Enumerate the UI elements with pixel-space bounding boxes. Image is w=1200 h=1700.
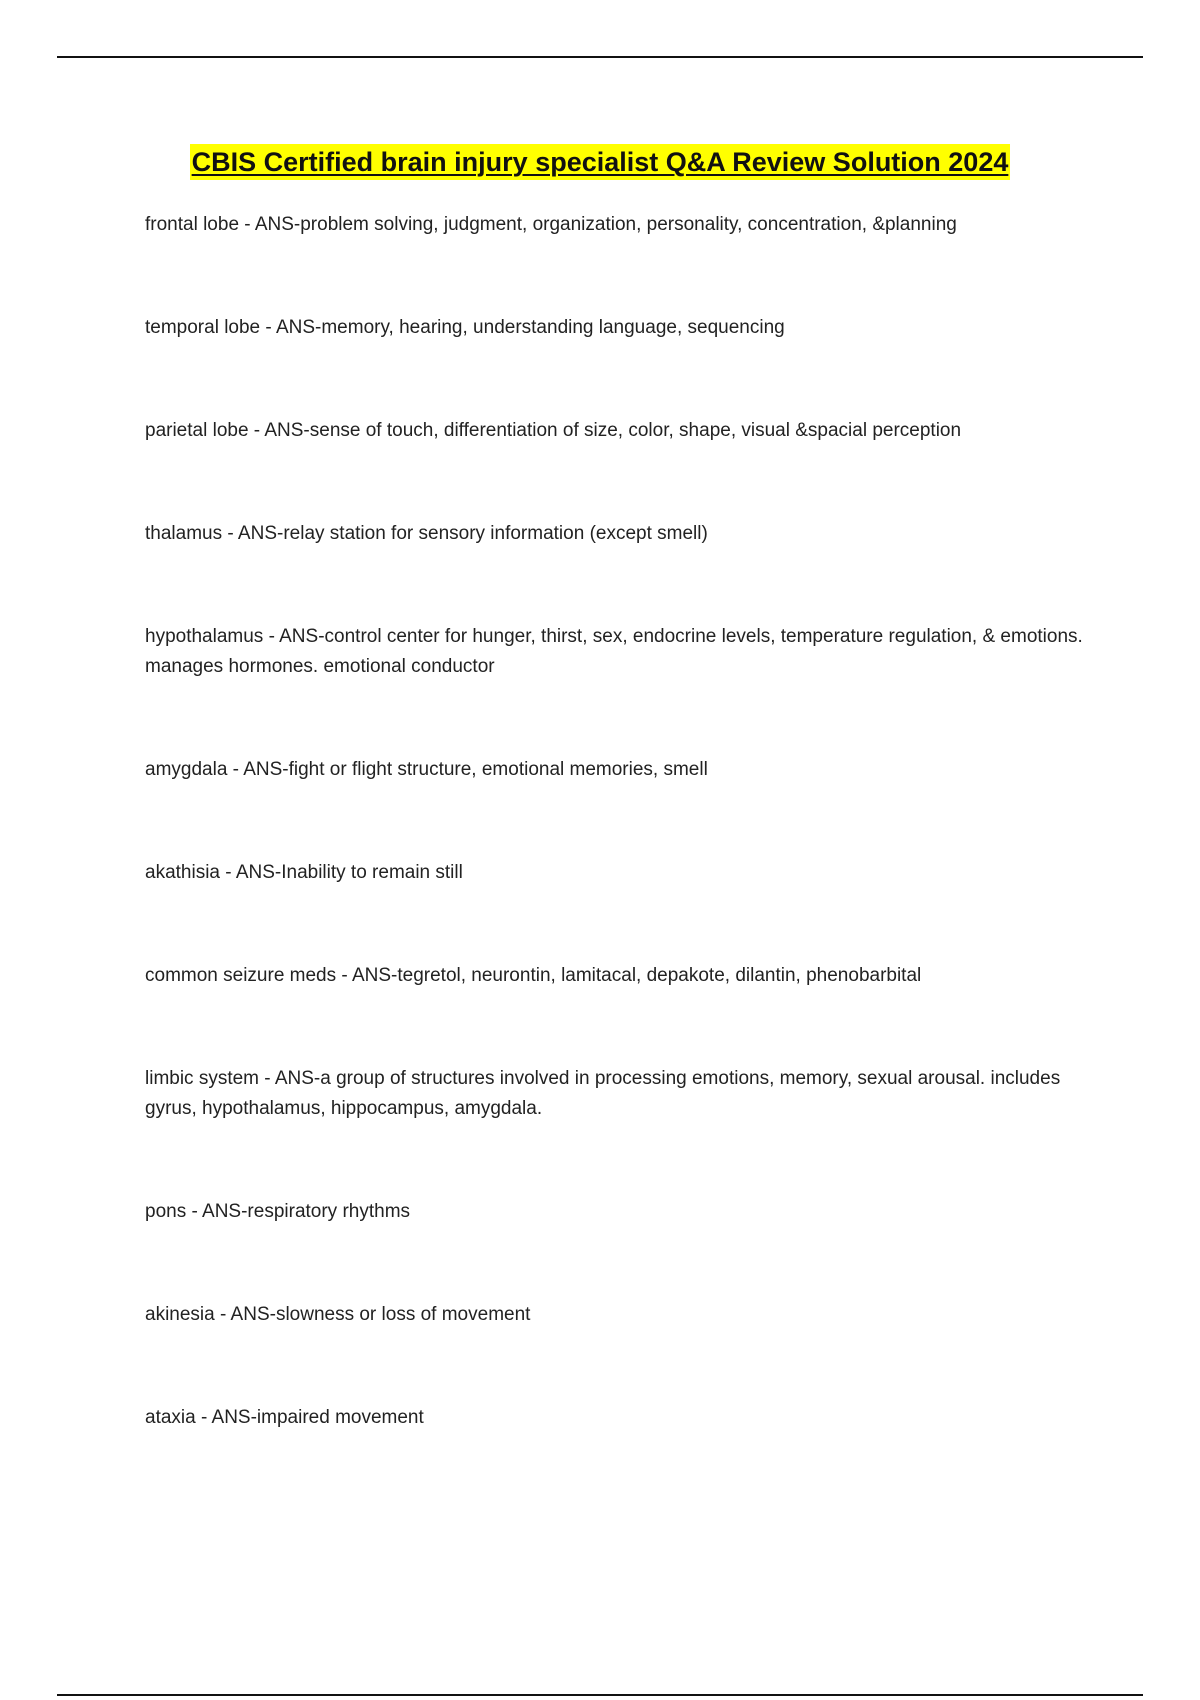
qa-entry: thalamus - ANS-relay station for sensory information (except smell) (145, 523, 708, 544)
qa-entry: pons - ANS-respiratory rhythms (145, 1201, 411, 1222)
qa-entry: frontal lobe - ANS-problem solving, judgment, organization, personality, concentration, &planning (145, 214, 957, 235)
qa-entry: hypothalamus - ANS-control center for hunger, thirst, sex, endocrine levels, temperature regulation, & emotions. manages hormones. emotional conductor (145, 626, 1083, 677)
qa-entry: limbic system - ANS-a group of structures involved in processing emotions, memory, sexual arousal. includes gyrus, hypothalamus, hippocampus, amygdala. (145, 1068, 1061, 1119)
document-title: CBIS Certified brain injury specialist Q&A Review Solution 2024 (190, 144, 1011, 180)
qa-entry: temporal lobe - ANS-memory, hearing, understanding language, sequencing (145, 317, 785, 338)
qa-entry: parietal lobe - ANS-sense of touch, differentiation of size, color, shape, visual &spacial perception (145, 420, 962, 441)
qa-list (145, 210, 1085, 1506)
qa-entry: akinesia - ANS-slowness or loss of movement (145, 1304, 531, 1325)
top-rule (57, 56, 1143, 58)
title-container (0, 144, 1200, 180)
bottom-rule (57, 1694, 1143, 1696)
qa-entry: akathisia - ANS-Inability to remain still (145, 862, 463, 883)
qa-entry: ataxia - ANS-impaired movement (145, 1407, 424, 1428)
qa-entry: common seizure meds - ANS-tegretol, neurontin, lamitacal, depakote, dilantin, phenobarbital (145, 965, 922, 986)
qa-entry: amygdala - ANS-fight or flight structure, emotional memories, smell (145, 759, 708, 780)
